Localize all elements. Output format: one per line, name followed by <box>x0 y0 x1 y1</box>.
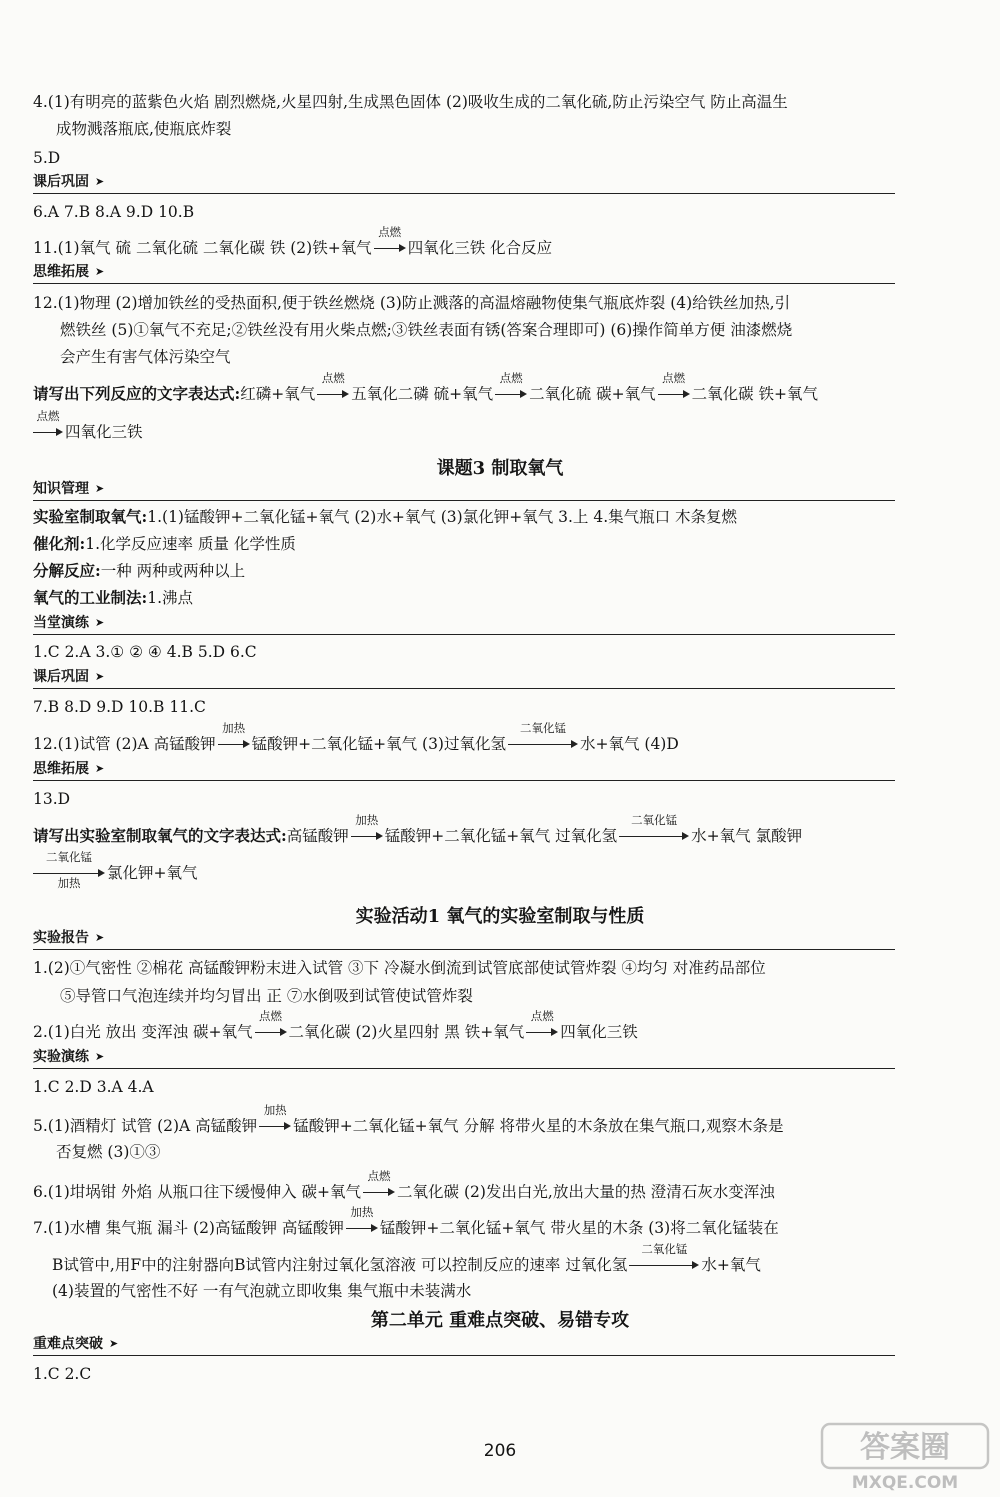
reaction-arrow: 点燃 <box>374 239 406 253</box>
reaction-arrow: 加热 <box>351 827 383 841</box>
answer-line: 11.(1)氧气 硫 二氧化硫 二氧化碳 铁 (2)铁+氧气 点燃 四氧化三铁 化合反应 <box>33 225 553 257</box>
reaction-arrow: 点燃 <box>658 385 690 399</box>
reaction-arrow: 二氧化锰 <box>508 735 578 749</box>
section-header-thinking-2: 思维拓展 ➤ <box>33 760 895 781</box>
arrow-icon: ➤ <box>95 670 105 683</box>
watermark-icon <box>818 1420 994 1492</box>
answer-line: 会产生有害气体污染空气 <box>60 348 231 366</box>
answer-line: 5.D <box>33 149 61 167</box>
answer-line: 燃铁丝 (5)①氧气不充足;②铁丝没有用火柴点燃;③铁丝表面有锈(答案合理即可) (6)操作简单方便 油漆燃烧 <box>60 321 793 339</box>
section-header-key-points: 重难点突破 ➤ <box>33 1335 895 1356</box>
answer-line: 1.C 2.A 3.① ② ④ 4.B 5.D 6.C <box>33 643 257 661</box>
watermark-logo <box>818 1420 994 1492</box>
reaction-arrow: 点燃 <box>363 1183 395 1197</box>
page-number: 206 <box>483 1441 517 1461</box>
section-header-after-class-1: 课后巩固 ➤ <box>33 173 895 194</box>
reaction-arrow: 点燃 <box>526 1023 558 1037</box>
reaction-arrow: 二氧化锰 加热 <box>33 864 105 878</box>
arrow-icon: ➤ <box>95 762 105 775</box>
answer-line: 1.(2)①气密性 ②棉花 高锰酸钾粉末进入试管 ③下 冷凝水倒流到试管底部使试管炸裂 ④均匀 对准药品部位 <box>33 959 766 977</box>
unit-title: 第二单元 重难点突破、易错专攻 <box>370 1310 630 1331</box>
answer-line: 1.C 2.D 3.A 4.A <box>33 1078 154 1096</box>
reaction-arrow: 点燃 <box>33 423 63 437</box>
answer-line: 12.(1)试管 (2)A 高锰酸钾 加热 锰酸钾+二氧化锰+氧气 (3)过氧化氢 二氧化锰 水+氧气 (4)D <box>33 721 679 753</box>
answer-line: 2.(1)白光 放出 变浑浊 碳+氧气 点燃 二氧化碳 (2)火星四射 黑 铁+氧气 点燃 四氧化三铁 <box>33 1009 638 1041</box>
answer-line: 实验室制取氧气:1.(1)锰酸钾+二氧化锰+氧气 (2)水+氧气 (3)氯化钾+氧气 3.上 4.集气瓶口 木条复燃 <box>33 507 738 526</box>
answer-line: (4)装置的气密性不好 一有气泡就立即收集 集气瓶中未装满水 <box>52 1282 472 1300</box>
section-header-thinking-1: 思维拓展 ➤ <box>33 263 895 284</box>
expression-line: 请写出实验室制取氧气的文字表达式:高锰酸钾 加热 锰酸钾+二氧化锰+氧气 过氧化氢 二氧化锰 水+氧气 氯酸钾 <box>33 813 803 845</box>
answer-line: 成物溅落瓶底,使瓶底炸裂 <box>56 120 232 138</box>
svg-text:答案圈: 答案圈 <box>860 1430 950 1465</box>
section-header-in-class: 当堂演练 ➤ <box>33 614 895 635</box>
answer-line: 12.(1)物理 (2)增加铁丝的受热面积,便于铁丝燃烧 (3)防止溅落的高温熔融物使集气瓶底炸裂 (4)给铁丝加热,引 <box>33 294 791 312</box>
reaction-arrow: 二氧化锰 <box>629 1256 699 1270</box>
arrow-icon: ➤ <box>95 175 105 188</box>
svg-text:MXQE.COM: MXQE.COM <box>851 1473 959 1492</box>
reaction-arrow: 二氧化锰 <box>619 827 689 841</box>
arrow-icon: ➤ <box>95 265 105 278</box>
answer-line: 7.(1)水槽 集气瓶 漏斗 (2)高锰酸钾 高锰酸钾 加热 锰酸钾+二氧化锰+氧气 带火星的木条 (3)将二氧化锰装在 <box>33 1205 779 1237</box>
arrow-icon: ➤ <box>109 1337 119 1350</box>
answer-line: 氧气的工业制法:1.沸点 <box>33 588 194 607</box>
section-header-after-class-2: 课后巩固 ➤ <box>33 668 895 689</box>
reaction-arrow: 加热 <box>259 1117 291 1131</box>
answer-line: 4.(1)有明亮的蓝紫色火焰 剧烈燃烧,火星四射,生成黑色固体 (2)吸收生成的二氧化硫,防止污染空气 防止高温生 <box>33 93 788 111</box>
reaction-arrow: 点燃 <box>495 385 527 399</box>
expression-line: 点燃 四氧化三铁 <box>33 420 143 444</box>
section-header-report: 实验报告 ➤ <box>33 929 895 950</box>
answer-line: 催化剂:1.化学反应速率 质量 化学性质 <box>33 534 296 553</box>
arrow-icon: ➤ <box>95 616 105 629</box>
answer-line: ⑤导管口气泡连续并均匀冒出 正 ⑦水倒吸到试管使试管炸裂 <box>60 987 473 1005</box>
answer-line: 6.(1)坩埚钳 外焰 从瓶口往下缓慢伸入 碳+氧气 点燃 二氧化碳 (2)发出白光,放出大量的热 澄清石灰水变浑浊 <box>33 1169 775 1201</box>
answer-line: 分解反应:一种 两种或两种以上 <box>33 561 246 580</box>
answer-line: 6.A 7.B 8.A 9.D 10.B <box>33 203 195 221</box>
reaction-arrow: 加热 <box>346 1219 378 1233</box>
answer-line: 5.(1)酒精灯 试管 (2)A 高锰酸钾 加热 锰酸钾+二氧化锰+氧气 分解 将带火星的木条放在集气瓶口,观察木条是 <box>33 1103 784 1135</box>
reaction-arrow: 加热 <box>218 735 250 749</box>
reaction-arrow: 点燃 <box>317 385 349 399</box>
expression-line: 请写出下列反应的文字表达式:红磷+氧气 点燃 五氧化二磷 硫+氧气 点燃 二氧化硫 碳+氧气 点燃 二氧化碳 铁+氧气 <box>33 371 818 403</box>
answer-line: 否复燃 (3)①③ <box>56 1143 161 1161</box>
answer-line: B试管中,用F中的注射器向B试管内注射过氧化氢溶液 可以控制反应的速率 过氧化氢 二氧化锰 水+氧气 <box>52 1242 761 1274</box>
activity-title: 实验活动1 氧气的实验室制取与性质 <box>355 906 645 927</box>
arrow-icon: ➤ <box>95 1050 105 1063</box>
section-header-knowledge: 知识管理 ➤ <box>33 480 895 501</box>
reaction-arrow: 点燃 <box>255 1023 287 1037</box>
arrow-icon: ➤ <box>95 931 105 944</box>
lesson-title: 课题3 制取氧气 <box>436 458 564 479</box>
expression-line: 二氧化锰 加热 氯化钾+氧气 <box>33 861 198 885</box>
section-header-practice: 实验演练 ➤ <box>33 1048 895 1069</box>
answer-line: 7.B 8.D 9.D 10.B 11.C <box>33 698 206 716</box>
answer-line: 13.D <box>33 790 71 808</box>
arrow-icon: ➤ <box>95 482 105 495</box>
answer-line: 1.C 2.C <box>33 1365 92 1383</box>
